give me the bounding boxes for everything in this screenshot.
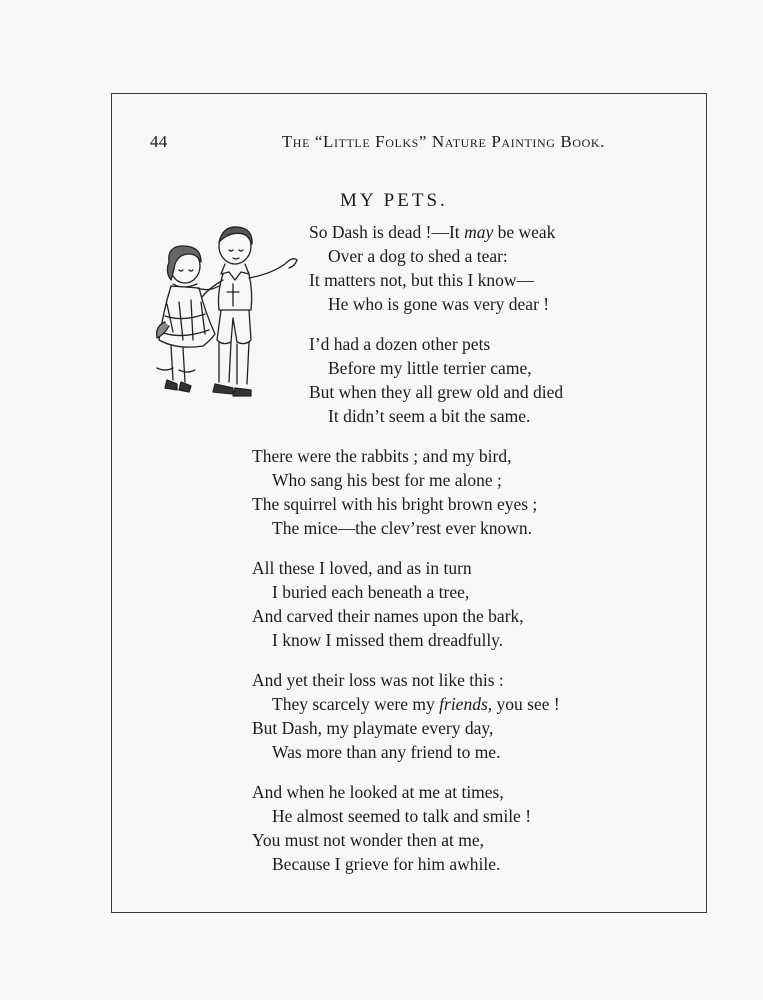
- poem-line: It matters not, but this I know—: [309, 270, 535, 290]
- poem-line: And carved their names upon the bark,: [252, 606, 524, 626]
- poem-line: It didn’t seem a bit the same.: [328, 406, 531, 426]
- poem-line: But when they all grew old and died: [309, 382, 564, 402]
- poem-line: And yet their loss was not like this :: [252, 670, 504, 690]
- poem-title: MY PETS.: [340, 190, 448, 211]
- poem-line: So Dash is dead !—It may be weak: [309, 222, 556, 242]
- poem-line: Because I grieve for him awhile.: [272, 854, 501, 874]
- poem-line: And when he looked at me at times,: [252, 782, 504, 802]
- page-header: [150, 132, 605, 156]
- poem-line: Who sang his best for me alone ;: [272, 470, 502, 490]
- poem-line: They scarcely were my friends, you see !: [272, 694, 560, 714]
- two-children-illustration: [153, 222, 303, 417]
- poem-line: He almost seemed to talk and smile !: [272, 806, 532, 826]
- poem-line: There were the rabbits ; and my bird,: [252, 446, 512, 466]
- poem-line: But Dash, my playmate every day,: [252, 718, 494, 738]
- poem-line: You must not wonder then at me,: [252, 830, 485, 850]
- poem-line: I buried each beneath a tree,: [272, 582, 470, 602]
- poem-line: Before my little terrier came,: [328, 358, 532, 378]
- poem-line: The squirrel with his bright brown eyes ;: [252, 494, 538, 514]
- poem-line: Over a dog to shed a tear:: [328, 246, 508, 266]
- poem-line: He who is gone was very dear !: [328, 294, 550, 314]
- poem-line: I’d had a dozen other pets: [309, 334, 491, 354]
- poem-line: Was more than any friend to me.: [272, 742, 501, 762]
- running-title: The “Little Folks” Nature Painting Book.: [281, 132, 605, 151]
- poem-line: I know I missed them dreadfully.: [272, 630, 504, 650]
- page-number: 44: [150, 132, 168, 151]
- poem-line: All these I loved, and as in turn: [252, 558, 472, 578]
- poem-line: The mice—the clev’rest ever known.: [272, 518, 532, 538]
